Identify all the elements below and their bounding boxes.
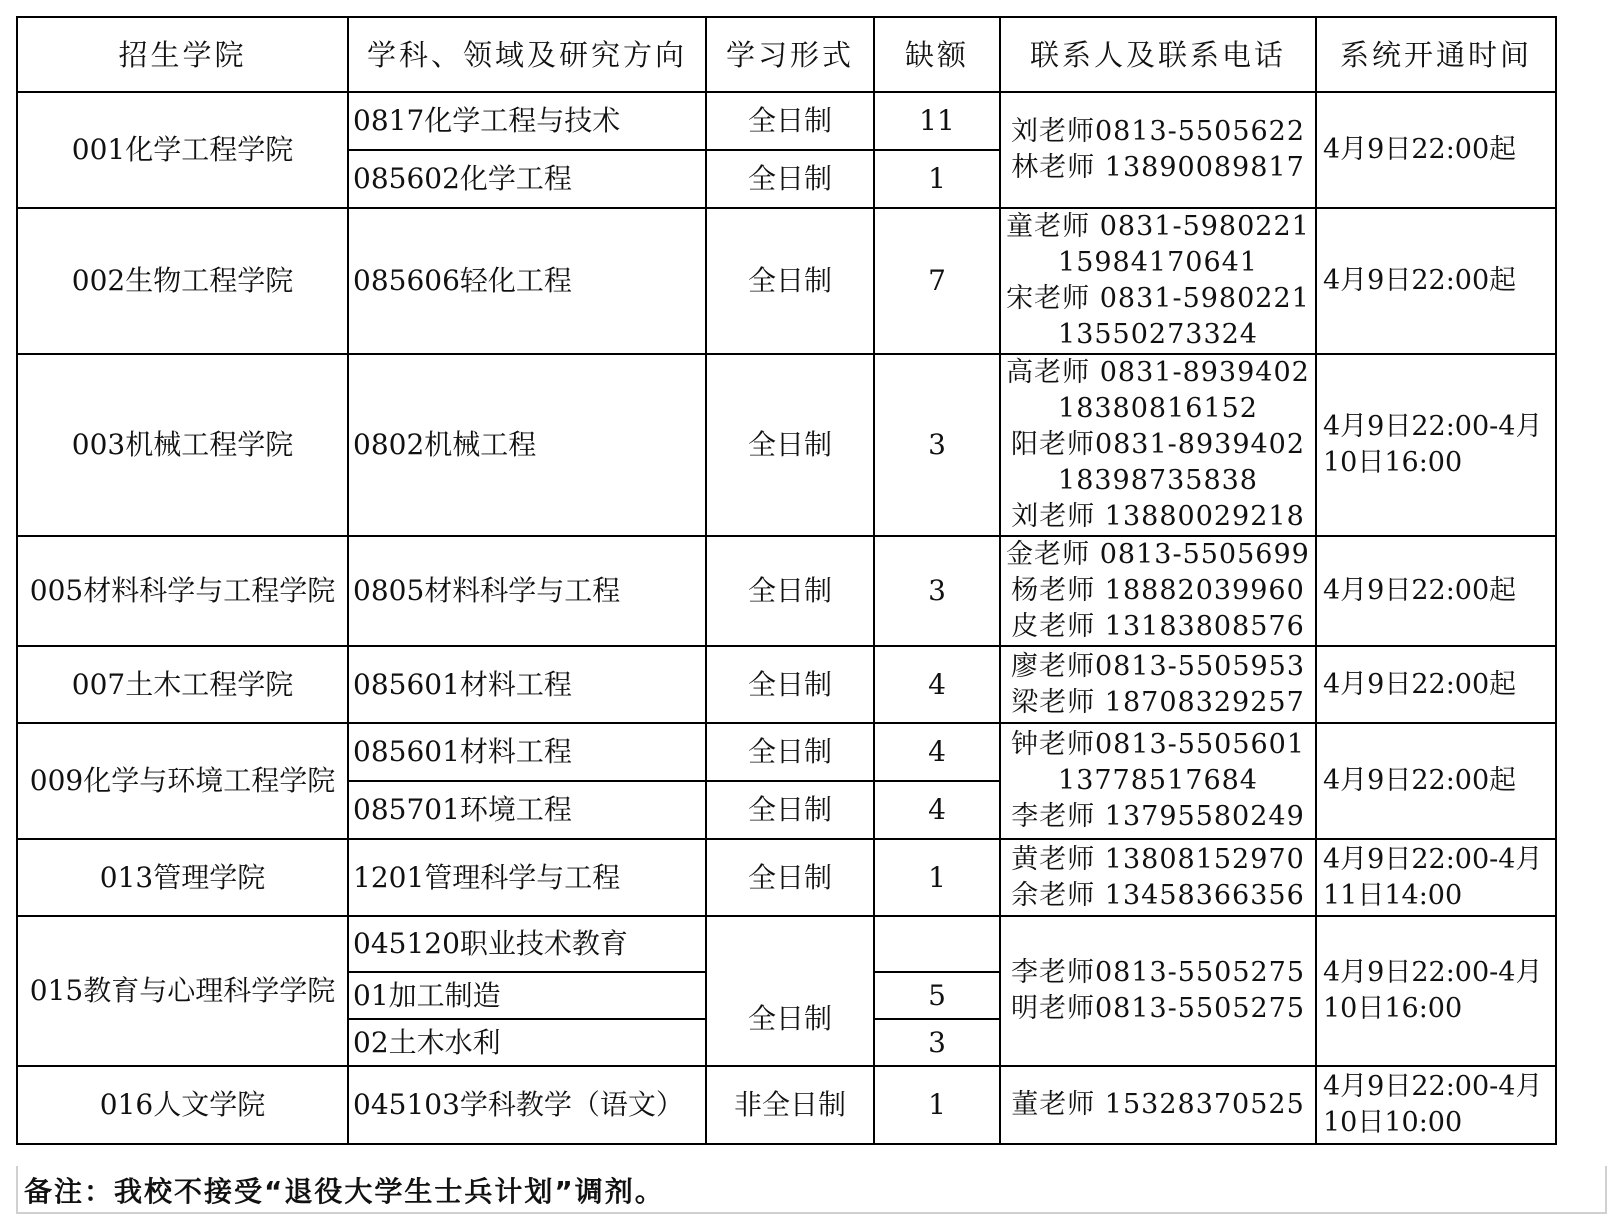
vacancy-cell: 3 [874,536,1000,646]
footnote-text: 备注：我校不接受“退役大学生士兵计划”调剂。 [24,1175,665,1208]
mode-cell: 全日制 [706,723,874,781]
college-cell: 001化学工程学院 [17,92,348,208]
table-row [17,1066,1556,1144]
vacancy-cell: 3 [874,1019,1000,1066]
mode-cell: 全日制 [706,354,874,536]
program-cell: 085602化学工程 [348,150,706,208]
contact-cell [1000,646,1316,723]
time-line: 11日14:00 [1323,879,1463,911]
table-row [17,536,1556,646]
header-program: 学科、领域及研究方向 [348,17,706,92]
program-cell: 0817化学工程与技术 [348,92,706,150]
contact-line: 黄老师 13808152970 [1011,843,1305,875]
time-cell [1316,916,1556,1066]
time-cell [1316,839,1556,916]
admission-table [16,16,1557,1145]
program-cell: 085606轻化工程 [348,208,706,354]
header-contact: 联系人及联系电话 [1000,17,1316,92]
time-cell [1316,208,1556,354]
time-line: 4月9日22:00-4月 [1323,957,1543,988]
time-cell [1316,646,1556,723]
time-cell [1316,536,1556,646]
time-line: 10日16:00 [1323,447,1463,478]
program-cell: 085701环境工程 [348,781,706,839]
mode-cell: 全日制 [706,208,874,354]
table-row [17,839,1556,916]
direction-cell: 01加工制造 [348,972,706,1019]
program-cell: 085601材料工程 [348,646,706,723]
table-row [17,354,1556,536]
vacancy-cell: 4 [874,646,1000,723]
contact-cell [1000,536,1316,646]
contact-line: 18380816152 [1058,393,1258,424]
contact-line: 18398735838 [1058,465,1258,496]
contact-line: 董老师 15328370525 [1011,1089,1305,1120]
table-row [17,723,1556,781]
vacancy-cell: 3 [874,354,1000,536]
time-line: 4月9日22:00-4月 [1323,1071,1543,1102]
table-row [17,208,1556,354]
contact-cell [1000,916,1316,1066]
header-vacancy: 缺额 [874,17,1000,92]
header-college: 招生学院 [17,17,348,92]
contact-line: 13778517684 [1058,765,1258,796]
time-line: 4月9日22:00起 [1323,265,1517,296]
contact-cell [1000,208,1316,354]
header-row [17,17,1556,92]
contact-line: 皮老师 13183808576 [1011,611,1305,642]
contact-line: 高老师 0831-8939402 [1006,357,1310,388]
header-mode: 学习形式 [706,17,874,92]
time-line: 4月9日22:00起 [1323,134,1517,165]
mode-cell: 全日制 [706,646,874,723]
college-cell: 007土木工程学院 [17,646,348,723]
vacancy-cell: 11 [874,92,1000,150]
college-cell: 013管理学院 [17,839,348,916]
program-cell: 085601材料工程 [348,723,706,781]
program-cell: 0802机械工程 [348,354,706,536]
header-time: 系统开通时间 [1316,17,1556,92]
vacancy-cell: 1 [874,150,1000,208]
college-cell: 015教育与心理科学学院 [17,916,348,1066]
mode-cell-empty [706,916,874,972]
contact-line: 廖老师0813-5505953 [1010,650,1306,682]
table-row [17,916,1556,972]
vacancy-cell: 1 [874,839,1000,916]
contact-line: 刘老师0813-5505622 [1010,116,1306,147]
mode-cell: 全日制 [706,839,874,916]
contact-line: 明老师0813-5505275 [1010,993,1306,1024]
time-line: 10日16:00 [1323,993,1463,1024]
college-cell: 016人文学院 [17,1066,348,1144]
time-line: 4月9日22:00起 [1323,575,1517,606]
contact-line: 钟老师0813-5505601 [1010,729,1306,760]
mode-cell: 全日制 [706,150,874,208]
contact-line: 宋老师 0831-5980221 [1006,283,1310,314]
program-cell: 0805材料科学与工程 [348,536,706,646]
time-cell [1316,1066,1556,1144]
mode-cell: 全日制 [706,92,874,150]
vacancy-cell-empty [874,916,1000,972]
mode-cell: 全日制 [706,781,874,839]
mode-cell: 非全日制 [706,1066,874,1144]
college-cell: 003机械工程学院 [17,354,348,536]
admission-table-sheet [16,16,1557,1145]
contact-line: 阳老师0831-8939402 [1010,429,1306,460]
time-line: 4月9日22:00-4月 [1323,843,1543,875]
vacancy-cell: 5 [874,972,1000,1019]
college-cell: 009化学与环境工程学院 [17,723,348,839]
contact-cell [1000,354,1316,536]
vacancy-cell: 7 [874,208,1000,354]
footnote [16,1166,1607,1214]
time-cell [1316,92,1556,208]
program-cell: 045120职业技术教育 [348,916,706,972]
contact-line: 梁老师 18708329257 [1011,686,1305,718]
contact-cell [1000,92,1316,208]
college-cell: 002生物工程学院 [17,208,348,354]
time-cell [1316,354,1556,536]
contact-line: 刘老师 13880029218 [1011,501,1305,532]
table-row [17,92,1556,150]
time-line: 4月9日22:00-4月 [1323,411,1543,442]
contact-cell [1000,723,1316,839]
contact-line: 金老师 0813-5505699 [1006,539,1310,570]
vacancy-cell: 4 [874,781,1000,839]
time-line: 4月9日22:00起 [1323,668,1517,700]
contact-line: 余老师 13458366356 [1011,879,1305,911]
direction-cell: 02土木水利 [348,1019,706,1066]
college-cell: 005材料科学与工程学院 [17,536,348,646]
time-cell [1316,723,1556,839]
mode-cell: 全日制 [706,536,874,646]
contact-line: 童老师 0831-5980221 [1006,211,1310,242]
vacancy-cell: 1 [874,1066,1000,1144]
contact-line: 李老师0813-5505275 [1010,957,1306,988]
program-cell: 1201管理科学与工程 [348,839,706,916]
mode-cell: 全日制 [706,972,874,1066]
contact-line: 15984170641 [1058,247,1258,278]
table-row [17,646,1556,723]
contact-cell [1000,839,1316,916]
program-cell: 045103学科教学（语文） [348,1066,706,1144]
contact-line: 林老师 13890089817 [1011,152,1305,183]
contact-cell [1000,1066,1316,1144]
contact-line: 13550273324 [1058,319,1258,350]
contact-line: 杨老师 18882039960 [1011,575,1305,606]
vacancy-cell: 4 [874,723,1000,781]
time-line: 10日10:00 [1323,1107,1463,1138]
contact-line: 李老师 13795580249 [1011,801,1305,832]
time-line: 4月9日22:00起 [1323,765,1517,796]
